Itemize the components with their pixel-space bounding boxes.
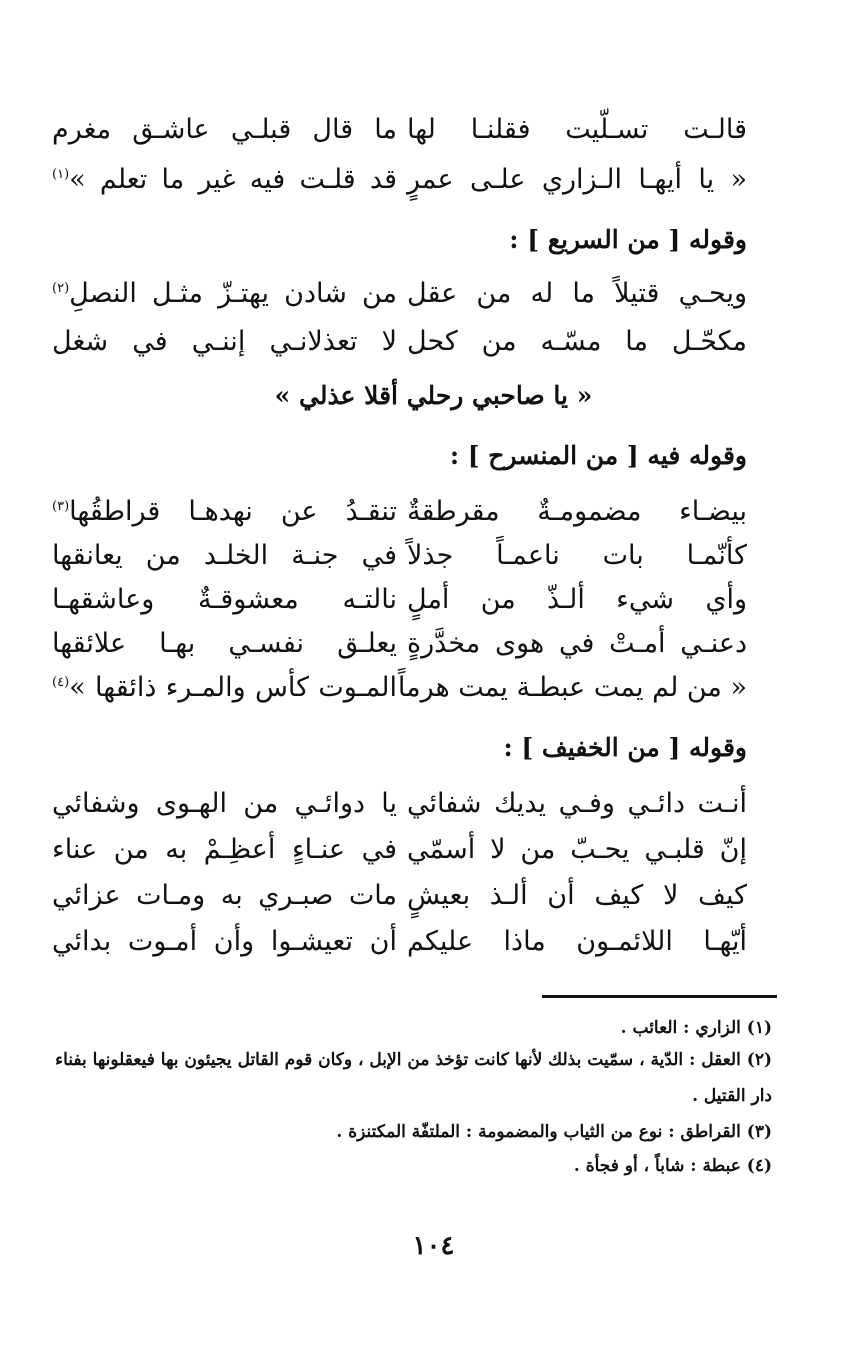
verse-1-second-text: ما قال قبلـي عاشـق مغرم [52, 114, 397, 145]
footnote-ref-3: (٣) [52, 499, 70, 514]
verse-9-second-text: المـوت كأس والمـرء ذائقها » [69, 672, 397, 703]
footnote-ref-2: (٢) [52, 281, 70, 296]
verse-8-second-hemistich: يعلـق نفسـي بهـا علائقها [52, 628, 397, 659]
verse-11-first-hemistich: إنّ قلبـي يحـبّ من لا أسمّي [407, 834, 747, 865]
verse-5-first-hemistich: بيضـاء مضمومـةٌ مقرطقةٌ [407, 496, 747, 527]
footnote-4: (٤) عبطة : شاباً ، أو فجأة . [573, 1156, 772, 1176]
verse-5-second-hemistich [52, 492, 397, 532]
verse-4-second-hemistich: لا تعذلانـي إننـي في شغل [52, 326, 397, 357]
footnote-ref-4: (٤) [52, 675, 70, 690]
verse-3-first-hemistich: ويحـي قتيلاً ما له من عقل [407, 278, 747, 309]
verse-13-second-hemistich: أن تعيشـوا وأن أمـوت بدائي [52, 926, 397, 957]
verse-6-second-hemistich: في جنـة الخلـد من يعانقها [52, 540, 397, 571]
quoted-verse-line: « يا صاحبي رحلي أقلا عذلي » [274, 381, 593, 410]
verse-9-first-hemistich: « من لم يمت عبطـة يمت هرماً [397, 672, 747, 703]
poem-intro-munsarih: وقوله فيه [ من المنسرح ] : [449, 441, 747, 470]
verse-2-second-hemistich [52, 160, 397, 200]
verse-8-first-hemistich: دعنـي أمـتْ في هوى مخدَّرةٍ [407, 628, 747, 659]
verse-10-second-hemistich: يا دوائـي من الهـوى وشفائي [52, 788, 397, 819]
footnote-ref-1: (١) [52, 167, 70, 182]
verse-12-first-hemistich: كيف لا كيف أن ألـذ بعيشٍ [407, 880, 747, 911]
page-number: ١٠٤ [412, 1231, 455, 1261]
verse-11-second-hemistich: في عنـاءٍ أعظِـمْ به من عناء [52, 834, 397, 865]
verse-7-second-hemistich: نالتـه معشوقـةٌ وعاشقهـا [52, 584, 397, 615]
poem-intro-khafif: وقوله [ من الخفيف ] : [503, 733, 747, 762]
verse-12-second-hemistich: مات صبـري به ومـات عزائي [52, 880, 397, 911]
footnote-2-continued: دار القتيل . [692, 1086, 772, 1106]
footnote-3: (٣) القراطق : نوع من الثياب والمضمومة : الملتفّة المكتنزة . [336, 1122, 772, 1142]
verse-10-first-hemistich: أنـت دائـي وفـي يديك شفائي [407, 788, 747, 819]
footnote-2: (٢) العقل : الدّية ، سمّيت بذلك لأنها كانت تؤخذ من الإبل ، وكان قوم القاتل يجيئون بها فيعقلونها بفناء [55, 1050, 772, 1070]
verse-2-second-text: قد قلـت فيه غير ما تعلم » [69, 164, 397, 195]
verse-5-second-text: تنقـدُ عن نهدهـا قراطقُها [69, 496, 397, 527]
verse-9-second-hemistich [52, 668, 397, 708]
verse-6-first-hemistich: كأنّمـا بات ناعمـاً جذلاً [407, 540, 747, 571]
verse-13-first-hemistich: أيّهـا اللائمـون ماذا عليكم [407, 926, 747, 957]
verse-1-first-hemistich: قالـت تسـلّيت فقلنـا لها [407, 114, 747, 145]
verse-4-first-hemistich: مكحّـل ما مسّـه من كحل [407, 326, 747, 357]
footnote-1: (١) الزاري : العائب . [620, 1018, 772, 1038]
verse-2-first-hemistich: « يا أيهـا الـزاري علـى عمرٍ [407, 164, 747, 195]
verse-7-first-hemistich: وأي شيء ألـذّ من أملٍ [407, 584, 747, 615]
verse-1-second-hemistich [52, 110, 397, 150]
verse-3-second-hemistich [52, 274, 397, 314]
poem-intro-sari: وقوله [ من السريع ] : [509, 225, 747, 254]
verse-3-second-text: من شادن يهتـزّ مثـل النصلِ [69, 278, 397, 309]
footnote-separator [542, 995, 777, 998]
